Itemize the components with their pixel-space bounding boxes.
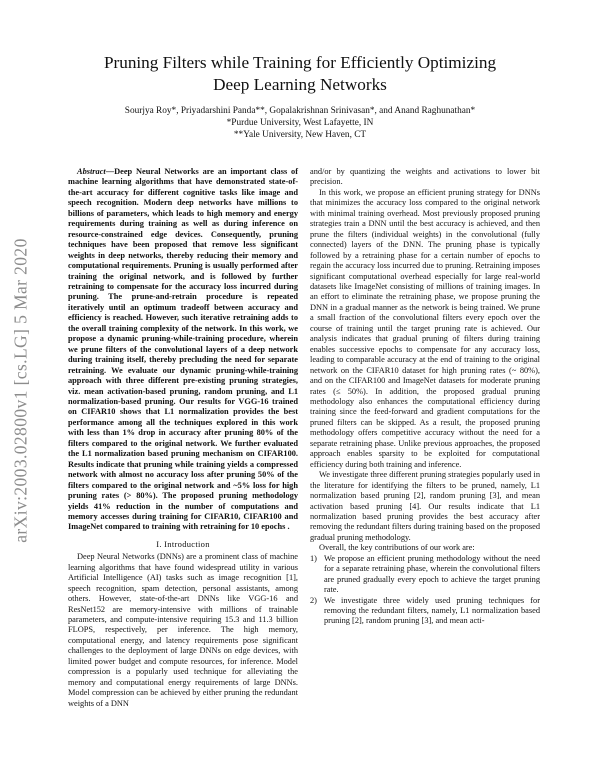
author-list: Sourjya Roy*, Priyadarshini Panda**, Gopalakrishnan Srinivasan*, and Anand Raghunathan*	[124, 106, 476, 116]
intro-paragraph-1: Deep Neural Networks (DNNs) are a prominent class of machine learning algorithms that have found widespread utility in various Artificial Intelligence (AI) tasks such as image recognition [1], speech recognition, spam detection, personal assistants, among others. However, state-of-the-art DNNs like VGG-16 and ResNet152 are memory-intensive with millions of trainable parameters, and compute-intensive requiring 15.3 and 11.3 billion FLOPS, respectively, per inference. The high memory, computational energy, and latency requirements pose significant challenges to the deployment of large DNNs on edge devices, with limited power budget and compute resources, for inference. Model compression is a popularly used technique for alleviating the memory and computational energy requirements of large DNNs. Model compression can be achieved by either pruning the redundant weights of a DNN	[68, 552, 298, 708]
right-column	[310, 167, 540, 627]
contributions-list	[310, 554, 540, 627]
intro-paragraph-4: Overall, the key contributions of our work are:	[319, 543, 475, 553]
list-item	[310, 554, 540, 596]
left-column	[68, 167, 298, 709]
abstract-label: Abstract	[77, 167, 106, 176]
abstract	[68, 167, 298, 533]
abstract-text: —Deep Neural Networks are an important class of machine learning algorithms that have demonstrated state-of-the-art accuracy for different cognitive tasks like image and speech recognition. Modern deep networks have millions to billions of parameters, which leads to high memory and energy requirements during training as well as during inference on resource-constrained edge devices. Consequently, pruning techniques have been proposed that remove less significant weights in deep networks, thereby reducing their memory and computational requirements. Pruning is usually performed after training the original network, and is followed by further retraining to compensate for the accuracy loss incurred during pruning. The prune-and-retrain procedure is repeated iteratively until an optimum tradeoff between accuracy and efficiency is reached. However, such iterative retraining adds to the overall training complexity of the network. In this work, we propose a dynamic pruning-while-training procedure, wherein we prune filters of the convolutional layers of a deep network during training itself, thereby precluding the need for separate retraining. We evaluate our dynamic pruning-while-training approach with three different pre-existing pruning strategies, viz. mean activation-based pruning, random pruning, and L1 normalization-based pruning. Our results for VGG-16 trained on CIFAR10 shows that L1 normalization provides the best performance among all the techniques explored in this work with less than 1% drop in accuracy after pruning 80% of the filters compared to the original network. We further evaluated the L1 normalization based pruning mechanism on CIFAR100. Results indicate that pruning while training yields a compressed network with almost no accuracy loss after pruning 50% of the filters compared to the original network and ~5% loss for high pruning rates (> 80%). The proposed pruning methodology yields 41% reduction in the number of computations and memory accesses during training for CIFAR10, CIFAR100 and ImageNet compared to training with retraining for 10 epochs .	[68, 167, 298, 532]
list-item	[310, 596, 540, 627]
arxiv-identifier-stamp	[4, 210, 38, 570]
intro-paragraph-3: We investigate three different pruning strategies popularly used in the literature for identifying the filters to be pruned, namely, L1 normalization based pruning [2], random pruning [3], and mean activation based pruning [4]. Our results indicate that L1 normalization based pruning provides the best accuracy after removing the redundant filters during training based on the proposed gradual pruning methodology.	[310, 470, 540, 542]
list-item-text: We propose an efficient pruning methodology without the need for a separate retraining phase, wherein the convolutional filters are pruned gradually every epoch to achieve the target pruning rate.	[324, 553, 540, 595]
intro-paragraph-continued: and/or by quantizing the weights and activations to lower bit precision.	[310, 167, 540, 187]
list-item-number: 1)	[310, 553, 317, 563]
intro-paragraph-2: In this work, we propose an efficient pruning strategy for DNNs that minimizes the accuracy loss compared to the original network with minimal training overhead. Most previously proposed pruning strategies train a DNN until the best accuracy is achieved, and then prune the filters (individual weights) in the convolutional (fully connected) layers of the DNN. The pruning phase is typically followed by a retraining phase for a certain number of epochs to regain the accuracy loss incurred due to pruning. Retraining imposes significant computational overhead especially for large real-world datasets like ImageNet consisting of millions of training images. In an effort to eliminate the retraining phase, we propose pruning the DNN in a gradual manner as the network is being trained. We prune a small fraction of the convolutional filters every epoch over the course of training until the target pruning rate is achieved. Our analysis indicates that gradual pruning of filters during training enables successive epochs to compensate for any accuracy loss, leading to comparable accuracy at the end of training to the original network on the CIFAR10 dataset for high pruning rates (~ 80%), and on the CIFAR100 and ImageNet datasets for moderate pruning rates (≤ 50%). In addition, the proposed gradual pruning methodology also enhances the computational efficiency during training since the feed-forward and gradient computations for the pruned filters can be skipped. As a result, the proposed pruning methodology offers competitive accuracy without the need for a separate retraining phase. Unlike previous approaches, the proposed approach enables sparsity to be exploited for computational efficiency during both training and inference.	[310, 187, 540, 469]
paper-title: Pruning Filters while Training for Efficiently Optimizing Deep Learning Networks	[103, 53, 497, 94]
list-item-text: We investigate three widely used pruning techniques for removing the redundant filters, namely, L1 normalization based pruning [2], random pruning [3], and mean acti-	[324, 595, 540, 626]
section-heading-introduction: I. Introduction	[156, 538, 210, 549]
affiliation-purdue: *Purdue University, West Lafayette, IN	[226, 118, 374, 128]
affiliation-yale: **Yale University, New Haven, CT	[233, 130, 367, 140]
arxiv-identifier-text: arXiv:2003.02800v1 [cs.LG] 5 Mar 2020	[10, 237, 31, 543]
list-item-number: 2)	[310, 595, 317, 605]
